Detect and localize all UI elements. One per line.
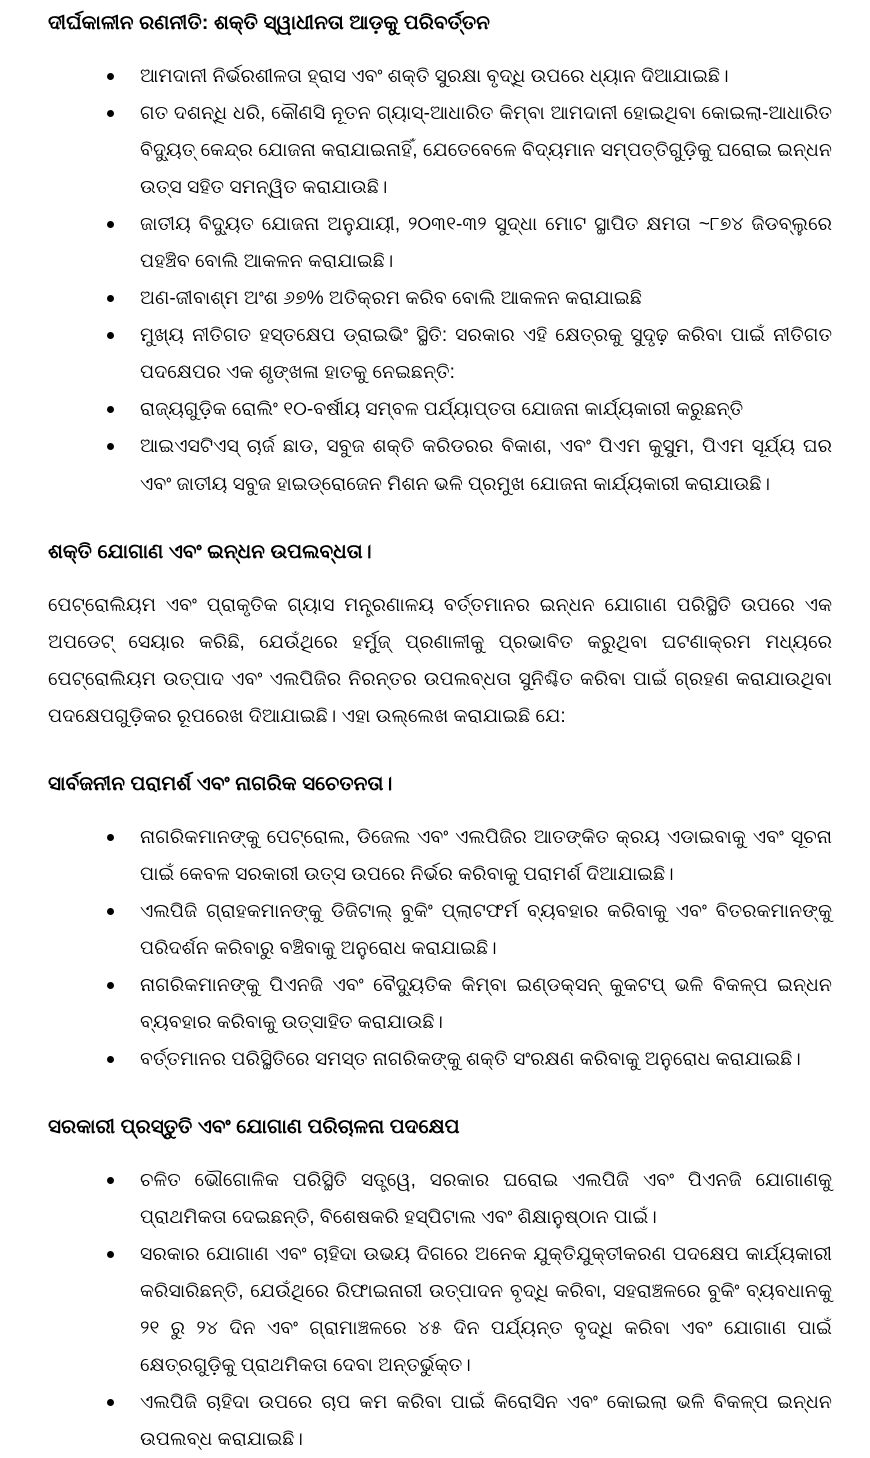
list-item: ରାଜ୍ୟଗୁଡ଼ିକ ରୋଲିଂ ୧୦-ବର୍ଷୀୟ ସମ୍ବଳ ପର୍ଯ୍ୟାପ୍ତତା ଯୋଜନା କାର୍ଯ୍ୟକାରୀ କରୁଛନ୍ତି (140, 391, 832, 428)
list-item: ଏଲପିଜି ଗ୍ରାହକମାନଙ୍କୁ ଡିଜିଟାଲ୍ ବୁକିଂ ପ୍ଲାଟଫର୍ମ ବ୍ୟବହାର କରିବାକୁ ଏବଂ ବିତରକମାନଙ୍କୁ ପରିଦର୍ଶନ କରିବାରୁ ବଞ୍ଚିବାକୁ ଅନୁରୋଧ କରାଯାଇଛି। (140, 893, 832, 967)
list-item: ଏଲପିଜି ଚାହିଦା ଉପରେ ଚାପ କମ କରିବା ପାଇଁ କିରୋସିନ ଏବଂ କୋଇଲା ଭଳି ବିକଳ୍ପ ଇନ୍ଧନ ଉପଲବ୍ଧ କରାଯାଇଛି। (140, 1384, 832, 1458)
list-item: ଚଳିତ ଭୌଗୋଳିକ ପରିସ୍ଥିତି ସତ୍ତ୍ୱେ, ସରକାର ଘରୋଇ ଏଲପିଜି ଏବଂ ପିଏନଜି ଯୋଗାଣକୁ ପ୍ରାଥମିକତା ଦେଇଛନ୍ତି, ବିଶେଷକରି ହସ୍ପିଟାଲ ଏବଂ ଶିକ୍ଷାନୁଷ୍ଠାନ ପାଇଁ। (140, 1162, 832, 1236)
list-item: ଜାତୀୟ ବିଦ୍ୟୁତ ଯୋଜନା ଅନୁଯାୟୀ, ୨୦୩୧-୩୨ ସୁଦ୍ଧା ମୋଟ ସ୍ଥାପିତ କ୍ଷମତା ~୮୭୪ ଜିଡବ୍ଲୁରେ ପହଞ୍ଚିବ ବୋଲି ଆକଳନ କରାଯାଇଛି। (140, 206, 832, 280)
list-item: ନାଗରିକମାନଙ୍କୁ ପେଟ୍ରୋଲ, ଡିଜେଲ ଏବଂ ଏଲପିଜିର ଆତଙ୍କିତ କ୍ରୟ ଏଡାଇବାକୁ ଏବଂ ସୂଚନା ପାଇଁ କେବଳ ସରକାରୀ ଉତ୍ସ ଉପରେ ନିର୍ଭର କରିବାକୁ ପରାମର୍ଶ ଦିଆଯାଇଛି। (140, 819, 832, 893)
bullet-list-government-preparedness (48, 1162, 832, 1458)
section-long-term-strategy (48, 8, 832, 503)
list-item: ମୁଖ୍ୟ ନୀତିଗତ ହସ୍ତକ୍ଷେପ ଡ୍ରାଇଭିଂ ସ୍ଥିତି: ସରକାର ଏହି କ୍ଷେତ୍ରକୁ ସୁଦୃଢ଼ କରିବା ପାଇଁ ନୀତିଗତ ପଦକ୍ଷେପର ଏକ ଶୃଙ୍ଖଳା ହାତକୁ ନେଇଛନ୍ତି: (140, 317, 832, 391)
section-heading-government-preparedness: ସରକାରୀ ପ୍ରସ୍ତୁତି ଏବଂ ଯୋଗାଣ ପରିଚାଳନା ପଦକ୍ଷେପ (48, 1116, 460, 1139)
list-item: ସରକାର ଯୋଗାଣ ଏବଂ ଚାହିଦା ଉଭୟ ଦିଗରେ ଅନେକ ଯୁକ୍ତିଯୁକ୍ତୀକରଣ ପଦକ୍ଷେପ କାର୍ଯ୍ୟକାରୀ କରିସାରିଛନ୍ତି, ଯେଉଁଥିରେ ରିଫାଇନାରୀ ଉତ୍ପାଦନ ବୃଦ୍ଧି କରିବା, ସହରାଞ୍ଚଳରେ ବୁକିଂ ବ୍ୟବଧାନକୁ ୨୧ ରୁ ୨୪ ଦିନ ଏବଂ ଗ୍ରାମାଞ୍ଚଳରେ ୪୫ ଦିନ ପର୍ଯ୍ୟନ୍ତ ବୃଦ୍ଧି କରିବା ଏବଂ ଯୋଗାଣ ପାଇଁ କ୍ଷେତ୍ରଗୁଡ଼ିକୁ ପ୍ରାଥମିକତା ଦେବା ଅନ୍ତର୍ଭୁକ୍ତ। (140, 1236, 832, 1384)
section-government-preparedness (48, 1112, 832, 1458)
list-item: ଆମଦାନୀ ନିର୍ଭରଶୀଳତା ହ୍ରାସ ଏବଂ ଶକ୍ତି ସୁରକ୍ଷା ବୃଦ୍ଧି ଉପରେ ଧ୍ୟାନ ଦିଆଯାଇଛି। (140, 58, 832, 95)
bullet-list-long-term-strategy (48, 58, 832, 503)
list-item: ବର୍ତ୍ତମାନର ପରିସ୍ଥିତିରେ ସମସ୍ତ ନାଗରିକଙ୍କୁ ଶକ୍ତି ସଂରକ୍ଷଣ କରିବାକୁ ଅନୁରୋଧ କରାଯାଇଛି। (140, 1041, 832, 1078)
paragraph-energy-supply-update: ପେଟ୍ରୋଲିୟମ ଏବଂ ପ୍ରାକୃତିକ ଗ୍ୟାସ ମନ୍ତ୍ରଣାଳୟ ବର୍ତ୍ତମାନର ଇନ୍ଧନ ଯୋଗାଣ ପରିସ୍ଥିତି ଉପରେ ଏକ ଅପଡେଟ୍ ସେୟାର କରିଛି, ଯେଉଁଥିରେ ହର୍ମୁଜ୍ ପ୍ରଣାଳୀକୁ ପ୍ରଭାବିତ କରୁଥିବା ଘଟଣାକ୍ରମ ମଧ୍ୟରେ ପେଟ୍ରୋଲିୟମ ଉତ୍ପାଦ ଏବଂ ଏଲପିଜିର ନିରନ୍ତର ଉପଲବ୍ଧତା ସୁନିଶ୍ଚିତ କରିବା ପାଇଁ ଗ୍ରହଣ କରାଯାଉଥିବା ପଦକ୍ଷେପଗୁଡ଼ିକର ରୂପରେଖ ଦିଆଯାଇଛି। ଏହା ଉଲ୍ଲେଖ କରାଯାଇଛି ଯେ: (48, 594, 832, 727)
list-item: ଅଣ-ଜୀବାଶ୍ମ ଅଂଶ ୬୭% ଅତିକ୍ରମ କରିବ ବୋଲି ଆକଳନ କରାଯାଇଛି (140, 280, 832, 317)
list-item: ଆଇଏସଟିଏସ୍ ଚାର୍ଜ ଛାଡ, ସବୁଜ ଶକ୍ତି କରିଡରର ବିକାଶ, ଏବଂ ପିଏମ କୁସୁମ, ପିଏମ ସୂର୍ଯ୍ୟ ଘର ଏବଂ ଜାତୀୟ ସବୁଜ ହାଇଡ୍ରୋଜେନ ମିଶନ ଭଳି ପ୍ରମୁଖ ଯୋଜନା କାର୍ଯ୍ୟକାରୀ କରାଯାଉଛି। (140, 428, 832, 502)
section-heading-energy-supply: ଶକ୍ତି ଯୋଗାଣ ଏବଂ ଇନ୍ଧନ ଉପଲବ୍ଧତା। (48, 540, 372, 563)
section-public-advisory-citizen-awareness (48, 769, 832, 1078)
list-item: ଗତ ଦଶନ୍ଧି ଧରି, କୌଣସି ନୂତନ ଗ୍ୟାସ୍-ଆଧାରିତ କିମ୍ବା ଆମଦାନୀ ହୋଇଥିବା କୋଇଲା-ଆଧାରିତ ବିଦ୍ୟୁତ୍ କେନ୍ଦ୍ର ଯୋଜନା କରାଯାଇନାହିଁ, ଯେତେବେଳେ ବିଦ୍ୟମାନ ସମ୍ପତ୍ତିଗୁଡ଼ିକୁ ଘରୋଇ ଇନ୍ଧନ ଉତ୍ସ ସହିତ ସମନ୍ୱିତ କରାଯାଉଛି। (140, 95, 832, 206)
section-energy-supply-fuel-availability (48, 537, 832, 735)
section-heading-public-advisory: ସାର୍ବଜନୀନ ପରାମର୍ଶ ଏବଂ ନାଗରିକ ସଚେତନତା। (48, 772, 393, 795)
list-item: ନାଗରିକମାନଙ୍କୁ ପିଏନଜି ଏବଂ ବୈଦ୍ୟୁତିକ କିମ୍ବା ଇଣ୍ଡକ୍ସନ୍ କୁକଟପ୍ ଭଳି ବିକଳ୍ପ ଇନ୍ଧନ ବ୍ୟବହାର କରିବାକୁ ଉତ୍ସାହିତ କରାଯାଉଛି। (140, 967, 832, 1041)
section-heading-long-term-strategy: ଦୀର୍ଘକାଳୀନ ରଣନୀତି: ଶକ୍ତି ସ୍ୱାଧୀନତା ଆଡ଼କୁ ପରିବର୍ତ୍ତନ (48, 12, 490, 34)
bullet-list-public-advisory (48, 819, 832, 1078)
